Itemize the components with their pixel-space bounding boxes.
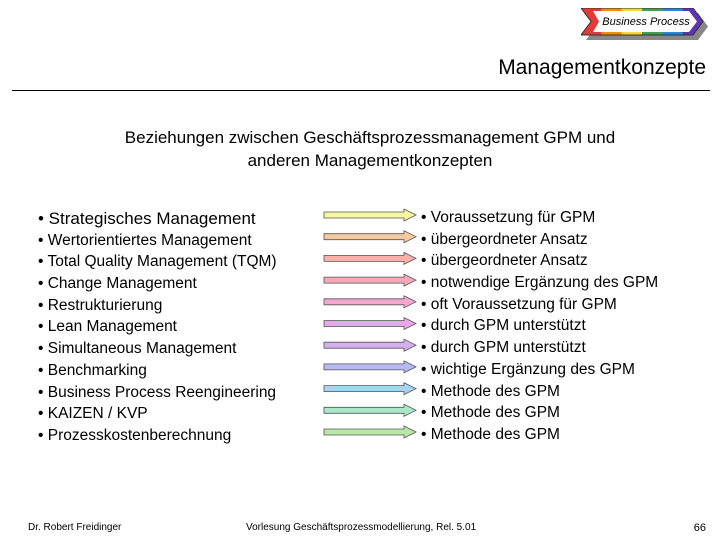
relation-arrow xyxy=(324,339,416,351)
relation-arrow xyxy=(324,296,416,308)
relation-item: • Methode des GPM xyxy=(421,404,560,422)
relation-arrow xyxy=(324,383,416,395)
relation-arrow xyxy=(324,231,416,243)
concept-item: • Prozesskostenberechnung xyxy=(38,426,232,444)
title-divider xyxy=(12,90,710,91)
concept-item: • Total Quality Management (TQM) xyxy=(38,253,277,271)
relation-arrow xyxy=(324,426,416,438)
relation-arrow xyxy=(324,274,416,286)
relation-item: • durch GPM unterstützt xyxy=(421,339,586,357)
relation-arrows xyxy=(320,205,420,445)
relation-item: • durch GPM unterstützt xyxy=(421,317,586,335)
concept-item: • Business Process Reengineering xyxy=(38,383,277,401)
concept-item: • Benchmarking xyxy=(38,361,147,379)
concept-item: • Wertorientiertes Management xyxy=(38,231,252,249)
footer-course: Vorlesung Geschäftsprozessmodellierung, Rel. 5.01 xyxy=(246,522,477,533)
relation-arrow xyxy=(324,318,416,330)
relation-item: • Methode des GPM xyxy=(421,382,560,400)
relation-item: • oft Voraussetzung für GPM xyxy=(421,295,617,313)
relation-item: • notwendige Ergänzung des GPM xyxy=(421,274,659,292)
concept-item: • Restrukturierung xyxy=(38,296,163,314)
page-number: 66 xyxy=(693,522,706,534)
relation-arrow xyxy=(324,252,416,264)
relation-arrow xyxy=(324,404,416,416)
relation-item: • übergeordneter Ansatz xyxy=(421,230,588,248)
relation-item: • wichtige Ergänzung des GPM xyxy=(421,360,635,378)
relation-arrow xyxy=(324,209,416,221)
subtitle xyxy=(20,126,720,172)
footer-author: Dr. Robert Freidinger xyxy=(28,522,122,533)
concept-list xyxy=(38,208,277,447)
relation-item: • Voraussetzung für GPM xyxy=(421,209,596,226)
concept-item: • KAIZEN / KVP xyxy=(38,405,148,423)
concept-item: • Simultaneous Management xyxy=(38,340,237,358)
page-title: Managementkonzepte xyxy=(498,56,706,79)
concept-item: • Lean Management xyxy=(38,318,177,336)
subtitle-line-2: anderen Managementkonzepten xyxy=(247,151,493,170)
concept-item: • Strategisches Management xyxy=(38,209,256,228)
relation-list xyxy=(421,207,658,446)
subtitle-line-1: Beziehungen zwischen Geschäftsprozessmanagement GPM und xyxy=(124,128,616,147)
relation-arrow xyxy=(324,361,416,373)
relation-item: • übergeordneter Ansatz xyxy=(421,252,588,270)
relation-item: • Methode des GPM xyxy=(421,425,560,443)
logo-text: Business Process xyxy=(602,16,690,28)
concept-item: • Change Management xyxy=(38,275,197,293)
